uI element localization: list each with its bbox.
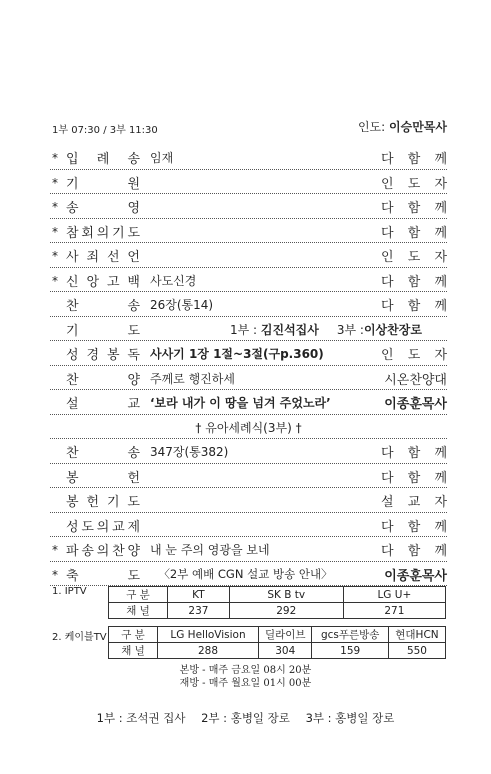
- order-participant-char: 함: [407, 152, 421, 167]
- prayer-third-name: 이상찬장로: [363, 322, 422, 337]
- required-star: *: [52, 175, 58, 190]
- order-label-char: 송: [81, 544, 94, 559]
- table-cell: 292: [229, 603, 343, 619]
- footer-first-service: 1부 : 조석권 집사: [96, 711, 186, 725]
- order-participant: [381, 246, 447, 265]
- order-label-char: 찬: [66, 446, 79, 461]
- order-label-char: 입: [66, 152, 79, 167]
- table-cell: 237: [168, 603, 230, 619]
- order-participant-char: 함: [407, 225, 421, 241]
- order-participant: [381, 295, 447, 314]
- order-participant-char: 도: [407, 176, 421, 192]
- order-row: [50, 341, 447, 366]
- order-label-char: 경: [86, 348, 100, 363]
- order-row: [50, 317, 447, 342]
- order-participant-char: 다: [381, 299, 394, 314]
- table-cell: LG HelloVision: [158, 627, 259, 643]
- order-participant-char: 께: [434, 299, 447, 314]
- order-label-char: 죄: [86, 250, 100, 265]
- table-cell: 271: [343, 603, 445, 619]
- order-label-char: 제: [127, 519, 140, 535]
- table-cell: KT: [168, 587, 230, 603]
- order-label: [66, 467, 140, 486]
- order-label-char: 기: [106, 495, 120, 510]
- cable-table: [108, 626, 446, 659]
- order-participant-char: 함: [407, 544, 421, 559]
- table-cell: gcs푸른방송: [312, 627, 388, 643]
- iptv-table: [108, 586, 446, 619]
- iptv-label: 1. IPTV: [52, 586, 87, 597]
- prayer-leaders: [230, 321, 422, 338]
- order-row: [50, 292, 447, 317]
- order-label-char: 기: [112, 225, 125, 241]
- order-label-char: 송: [127, 299, 140, 314]
- order-label-char: 양: [127, 544, 140, 559]
- order-participant-char: 다: [381, 274, 394, 290]
- order-label: [66, 393, 140, 412]
- order-label-char: 언: [127, 250, 140, 265]
- table-cell: SK B tv: [229, 587, 343, 603]
- order-label: [66, 540, 140, 559]
- order-participant: 시온찬양대: [384, 372, 447, 388]
- broadcast-rerun: 재방 - 매주 월요일 01시 00분: [179, 678, 312, 689]
- table-row: [109, 587, 446, 603]
- order-label-char: 의: [96, 225, 110, 241]
- order-participant: 이종훈목사: [384, 568, 447, 584]
- table-cell: 구 분: [109, 587, 168, 603]
- cgn-title: 〈2부 예배 CGN 설교 방송 안내〉: [158, 567, 333, 581]
- order-label-char: 사: [66, 250, 79, 265]
- required-star: *: [52, 273, 58, 288]
- prayer-leaders-footer: [0, 710, 491, 726]
- order-label-char: 교: [112, 519, 125, 535]
- order-label: [66, 197, 140, 216]
- table-cell: 288: [158, 643, 259, 659]
- order-label-char: 송: [127, 446, 140, 461]
- required-star: *: [52, 200, 58, 214]
- table-cell: 딜라이브: [259, 627, 312, 643]
- order-participant: [381, 442, 447, 461]
- order-participant-char: 다: [381, 446, 394, 461]
- prayer-third-label: 3부 :: [336, 322, 364, 337]
- order-label-char: 교: [127, 397, 140, 412]
- order-row: [50, 243, 447, 268]
- order-label-char: 백: [127, 274, 140, 290]
- order-label-char: 선: [106, 250, 120, 265]
- order-participant-char: 인: [381, 250, 394, 265]
- broadcast-main: 본방 - 매주 금요일 08시 20분: [179, 665, 312, 676]
- table-cell: 구 분: [109, 627, 158, 643]
- order-label: [66, 320, 140, 339]
- order-participant-char: 함: [407, 274, 421, 290]
- leader-label: 인도:: [357, 120, 386, 134]
- header: [52, 118, 447, 136]
- required-star: *: [52, 543, 58, 557]
- order-content: 주께로 행진하세: [150, 371, 235, 386]
- table-row: [109, 603, 446, 619]
- order-participant: [381, 491, 447, 510]
- broadcast-schedule: [0, 664, 491, 690]
- order-label-char: 봉: [66, 470, 79, 486]
- order-row: [50, 488, 447, 513]
- order-participant-char: 께: [434, 519, 447, 535]
- order-label-char: 례: [96, 152, 110, 167]
- order-participant-char: 다: [381, 544, 394, 559]
- order-label: [66, 271, 140, 290]
- order-participant-char: 다: [381, 152, 394, 167]
- order-label: [66, 344, 140, 363]
- footer-third-service: 3부 : 홍병일 장로: [305, 711, 395, 725]
- order-label: [66, 246, 140, 265]
- order-participant-char: 도: [407, 348, 421, 363]
- order-participant: [381, 197, 447, 216]
- prayer-first-label: 1부 :: [230, 322, 261, 337]
- order-label: [66, 442, 140, 461]
- order-row: [50, 439, 447, 464]
- required-star: *: [52, 249, 58, 263]
- leader-name: 이승만목사: [389, 120, 447, 134]
- order-participant-char: 함: [407, 470, 421, 486]
- order-label: [66, 491, 140, 510]
- order-participant: [381, 222, 447, 241]
- required-star: *: [52, 151, 58, 165]
- order-participant-char: 께: [434, 544, 447, 559]
- service-times: 1부 07:30 / 3부 11:30: [52, 125, 158, 136]
- order-label-char: 원: [127, 176, 140, 192]
- order-label: [66, 173, 140, 192]
- order-row: [50, 537, 447, 562]
- order-label-char: 도: [127, 495, 140, 510]
- order-row: [50, 513, 447, 538]
- order-participant-char: 인: [381, 348, 394, 363]
- order-participant-char: 함: [407, 519, 421, 535]
- order-participant-char: 도: [407, 250, 421, 265]
- order-row: [50, 145, 447, 170]
- order-label-char: 참: [66, 225, 79, 241]
- required-star: *: [52, 567, 58, 582]
- order-label-char: 헌: [86, 495, 100, 510]
- order-participant-char: 께: [434, 201, 447, 216]
- order-participant-char: 함: [407, 446, 421, 461]
- order-participant: 이종훈목사: [384, 397, 447, 412]
- cable-label: 2. 케이블TV: [52, 632, 107, 643]
- order-label-char: 헌: [127, 470, 140, 486]
- order-content: 임재: [150, 151, 174, 165]
- order-participant-char: 다: [381, 519, 394, 535]
- order-of-worship: [50, 145, 447, 586]
- order-participant-char: 자: [434, 495, 447, 510]
- order-participant: [381, 467, 447, 486]
- table-row: [109, 627, 446, 643]
- order-label-char: 성: [66, 348, 79, 363]
- footer-second-service: 2부 : 홍병일 장로: [201, 711, 290, 725]
- order-label-char: 회: [81, 225, 94, 241]
- order-label-char: 신: [66, 274, 79, 290]
- order-label-char: 앙: [86, 274, 100, 290]
- order-label-char: 송: [127, 152, 140, 167]
- order-label-char: 찬: [66, 372, 79, 388]
- order-label-char: 의: [96, 544, 110, 559]
- order-label-char: 봉: [66, 495, 79, 510]
- order-label-char: 도: [127, 225, 140, 241]
- order-content: 사도신경: [150, 273, 197, 288]
- order-label-char: 도: [81, 519, 94, 535]
- table-row: [109, 643, 446, 659]
- order-participant-char: 께: [434, 274, 447, 290]
- order-label: [66, 369, 140, 388]
- order-label-char: 축: [66, 568, 79, 584]
- order-participant-char: 께: [434, 152, 447, 167]
- order-label-char: 찬: [112, 544, 125, 559]
- order-participant: [381, 344, 447, 363]
- table-cell: 채 널: [109, 603, 168, 619]
- order-participant-char: 께: [434, 225, 447, 241]
- table-cell: 550: [388, 643, 445, 659]
- order-label: [66, 148, 140, 167]
- order-content: 347장(통382): [150, 445, 229, 459]
- worship-leader: [358, 118, 447, 135]
- table-cell: 현대HCN: [388, 627, 445, 643]
- order-label-char: 봉: [106, 348, 120, 363]
- order-row: [50, 390, 447, 415]
- order-label-char: 양: [127, 372, 140, 388]
- order-row: [50, 464, 447, 489]
- order-participant: [381, 540, 447, 559]
- order-label-char: 고: [106, 274, 120, 290]
- table-cell: 304: [259, 643, 312, 659]
- order-label-char: 기: [66, 176, 79, 192]
- required-star: *: [52, 224, 58, 239]
- order-content: 내 눈 주의 영광을 보네: [150, 543, 270, 557]
- order-row: [50, 415, 447, 440]
- order-content: ‘보라 내가 이 땅을 넘겨 주었노라’: [150, 396, 331, 410]
- order-label-char: 영: [127, 201, 140, 216]
- order-label-char: 의: [96, 519, 110, 535]
- order-participant-char: 다: [381, 470, 394, 486]
- order-label-char: 기: [66, 323, 79, 339]
- order-participant-char: 께: [434, 470, 447, 486]
- order-label-char: 찬: [66, 299, 79, 314]
- order-participant-char: 다: [381, 201, 394, 216]
- order-participant-char: 인: [381, 176, 394, 192]
- order-label: [66, 295, 140, 314]
- order-participant-char: 자: [434, 348, 447, 363]
- order-participant: [381, 516, 447, 535]
- order-participant-char: 교: [407, 495, 421, 510]
- order-content: 26장(통14): [150, 298, 214, 312]
- order-label: [66, 516, 140, 535]
- order-row: [50, 219, 447, 244]
- prayer-first-name: 김진석집사: [260, 322, 319, 337]
- order-label-char: 독: [127, 348, 140, 363]
- order-row: [50, 194, 447, 219]
- order-participant: [381, 148, 447, 167]
- order-label: [66, 222, 140, 241]
- order-participant-char: 설: [381, 495, 394, 510]
- order-content: 사사기 1장 1절~3절(구p.360): [150, 347, 324, 361]
- order-participant-char: 자: [434, 250, 447, 265]
- order-label-char: 도: [127, 323, 140, 339]
- order-row: [50, 366, 447, 391]
- order-participant: [381, 173, 447, 192]
- order-label-char: 파: [66, 544, 79, 559]
- order-label-char: 송: [66, 201, 79, 216]
- order-label-char: 도: [127, 568, 140, 584]
- order-participant-char: 자: [434, 176, 447, 192]
- order-label-char: 설: [66, 397, 79, 412]
- order-participant-char: 께: [434, 446, 447, 461]
- order-row: [50, 170, 447, 195]
- table-cell: 채 널: [109, 643, 158, 659]
- order-label-char: 성: [66, 519, 79, 535]
- order-participant-char: 함: [407, 201, 421, 216]
- order-participant-char: 다: [381, 225, 394, 241]
- order-row: [50, 268, 447, 293]
- table-cell: LG U+: [343, 587, 445, 603]
- order-note: † 유아세례식(3부) †: [195, 420, 302, 435]
- table-cell: 159: [312, 643, 388, 659]
- order-participant-char: 함: [407, 299, 421, 314]
- order-participant: [381, 271, 447, 290]
